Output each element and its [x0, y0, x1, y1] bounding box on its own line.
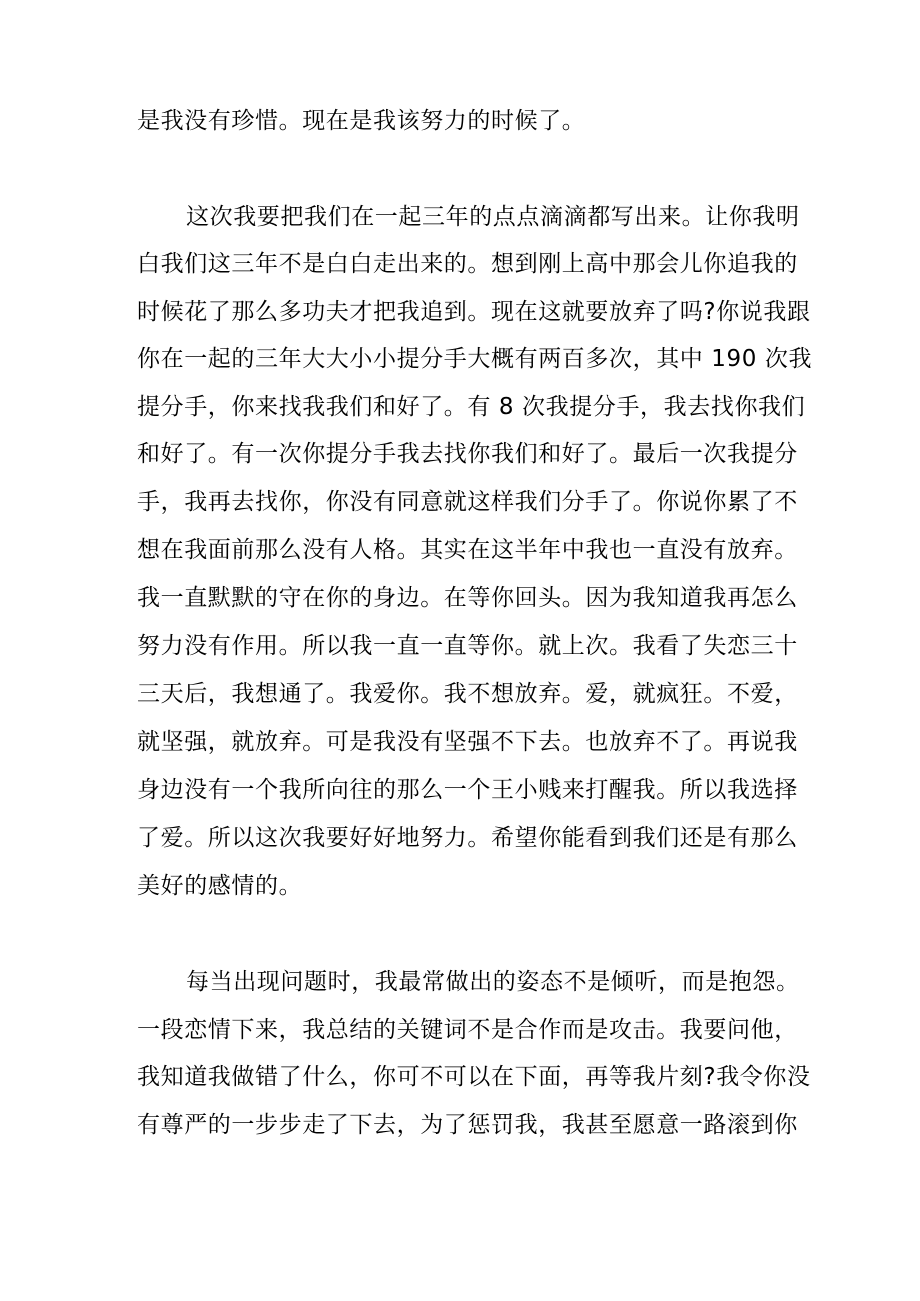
text-line: 提分手，你来找我我们和好了。有 8 次我提分手，我去找你我们 — [137, 394, 806, 420]
text-line: 美好的感情的。 — [137, 873, 303, 899]
text-line: 三天后，我想通了。我爱你。我不想放弃。爱，就疯狂。不爱， — [137, 681, 798, 707]
text-line: 身边没有一个我所向往的那么一个王小贱来打醒我。所以我选择 — [137, 777, 798, 803]
text-line: 和好了。有一次你提分手我去找你我们和好了。最后一次我提分 — [137, 441, 798, 467]
text-line: 一段恋情下来，我总结的关键词不是合作而是攻击。我要问他， — [137, 1017, 798, 1043]
text-line: 你在一起的三年大大小小提分手大概有两百多次，其中 190 次我 — [137, 346, 813, 372]
text-line: 想在我面前那么没有人格。其实在这半年中我也一直没有放弃。 — [137, 537, 798, 563]
text-line: 每当出现问题时，我最常做出的姿态不是倾听，而是抱怨。 — [186, 969, 800, 995]
text-line: 手，我再去找你，你没有同意就这样我们分手了。你说你累了不 — [137, 489, 798, 515]
text-line: 努力没有作用。所以我一直一直等你。就上次。我看了失恋三十 — [137, 633, 798, 659]
text-line: 时候花了那么多功夫才把我追到。现在这就要放弃了吗?你说我跟 — [137, 299, 811, 325]
text-line: 我一直默默的守在你的身边。在等你回头。因为我知道我再怎么 — [137, 585, 798, 611]
text-line: 我知道我做错了什么，你可不可以在下面，再等我片刻?我令你没 — [137, 1064, 811, 1090]
text-line: 这次我要把我们在一起三年的点点滴滴都写出来。让你我明 — [186, 204, 800, 230]
text-line: 是我没有珍惜。现在是我该努力的时候了。 — [137, 108, 586, 134]
text-line: 了爱。所以这次我要好好地努力。希望你能看到我们还是有那么 — [137, 825, 798, 851]
text-line: 有尊严的一步步走了下去，为了惩罚我，我甚至愿意一路滚到你 — [137, 1112, 798, 1138]
text-line: 白我们这三年不是白白走出来的。想到刚上高中那会儿你追我的 — [137, 251, 798, 277]
text-line: 就坚强，就放弃。可是我没有坚强不下去。也放弃不了。再说我 — [137, 729, 798, 755]
